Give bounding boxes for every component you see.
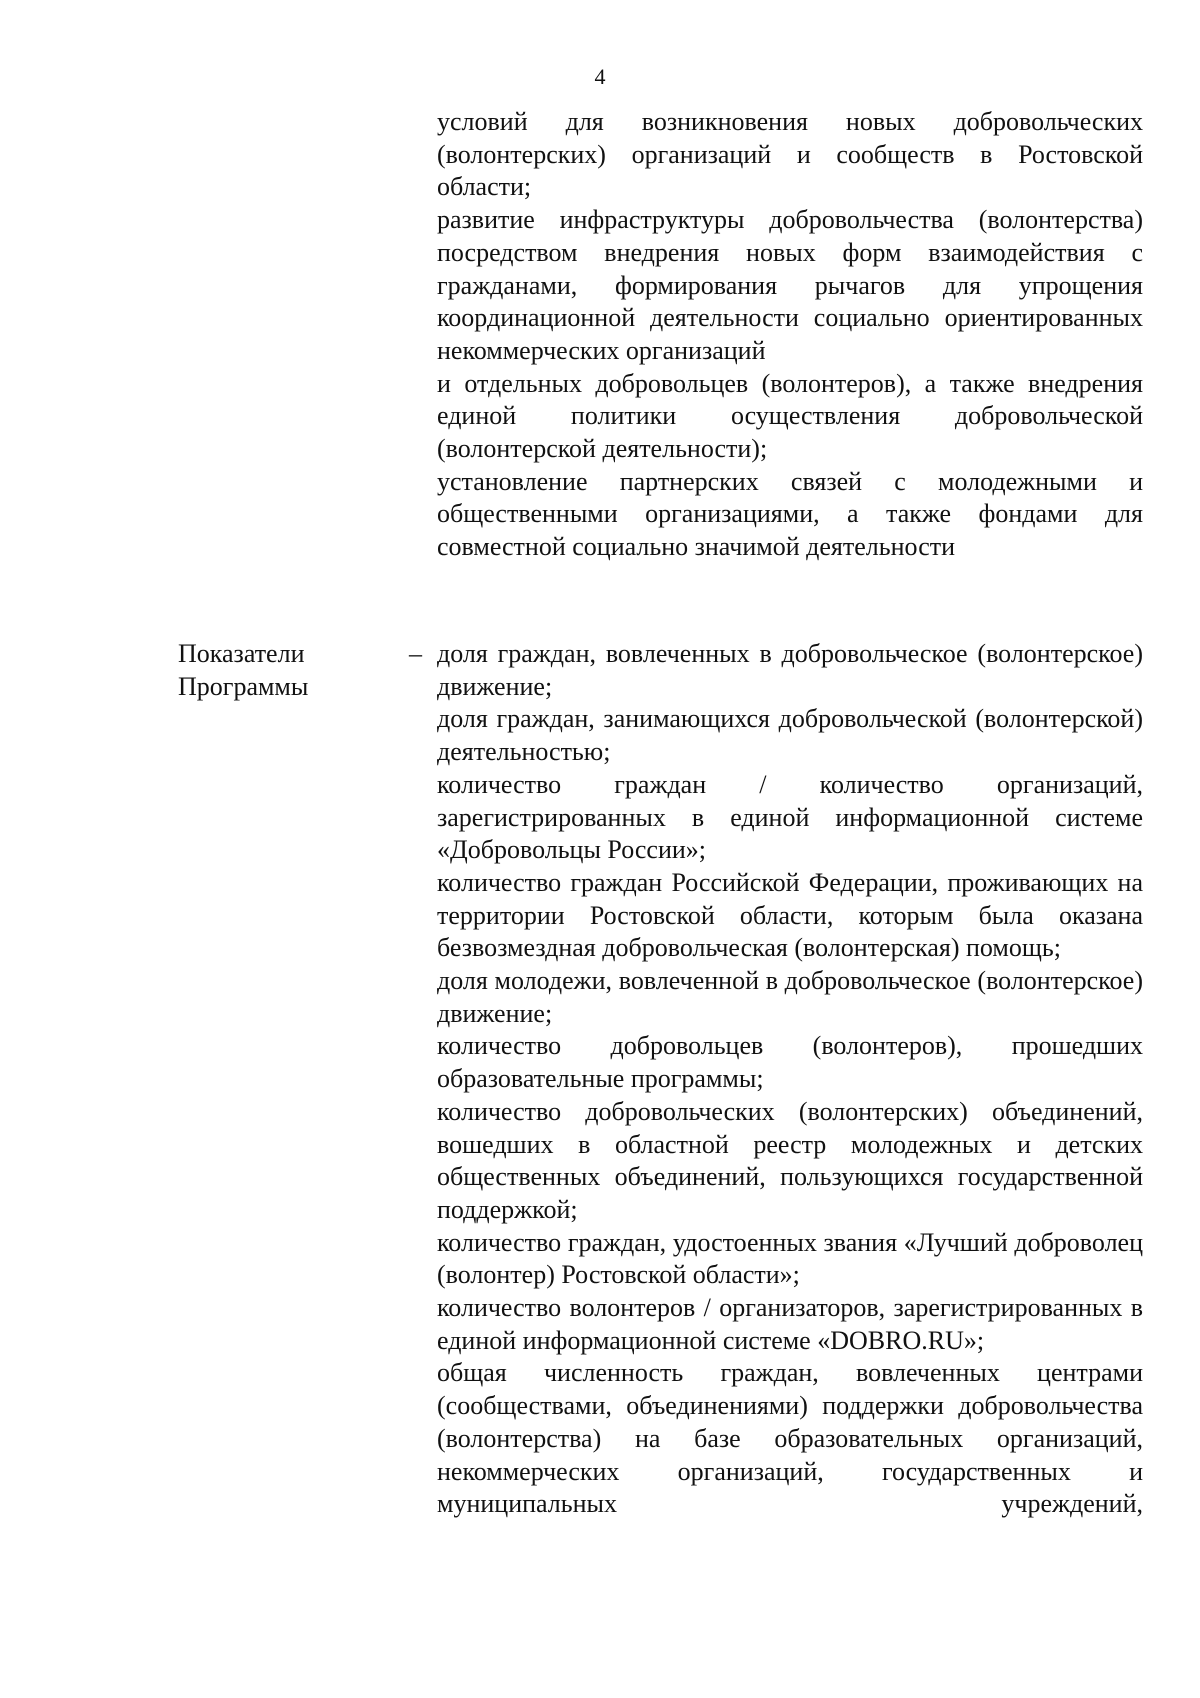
- indicators-label: [178, 638, 378, 703]
- indicator-item: количество граждан / количество организаций, зарегистрированных в единой информационной системе «Добровольцы России»;: [437, 769, 1143, 865]
- goals-paragraph: условий для возникновения новых добровольческих (волонтерских) организаций и сообществ в Ростовской области;: [437, 107, 1143, 202]
- indicator-item: количество волонтеров / организаторов, зарегистрированных в единой информационной системе «DOBRO.RU»;: [437, 1293, 1143, 1355]
- goals-continuation: [437, 106, 1143, 564]
- indicators-label-line2: Программы: [178, 671, 309, 701]
- indicator-item: доля граждан, вовлеченных в добровольческое (волонтерское) движение;: [437, 639, 1143, 701]
- indicator-item: количество добровольцев (волонтеров), прошедших образовательные программы;: [437, 1031, 1143, 1094]
- indicator-item: количество граждан Российской Федерации, проживающих на территории Ростовской области, которым была оказана безвозмездная добровольческая (волонтерская) помощь;: [437, 867, 1143, 963]
- indicator-item: общая численность граждан, вовлеченных центрами (сообществами, объединениями) поддержки добровольчества (волонтерства) на базе образовательных организаций, некоммерческих организаций, государственных и муниципальных учреждений,: [437, 1358, 1143, 1519]
- indicators-dash: –: [409, 639, 422, 668]
- indicator-item: доля граждан, занимающихся добровольческой (волонтерской) деятельностью;: [437, 704, 1143, 767]
- indicator-item: доля молодежи, вовлеченной в добровольческое (волонтерское) движение;: [437, 966, 1143, 1028]
- indicator-item: количество добровольческих (волонтерских) объединений, вошедших в областной реестр молодежных и детских общественных объединений, пользующихся государственной поддержкой;: [437, 1096, 1143, 1224]
- goals-paragraph: и отдельных добровольцев (волонтеров), а также внедрения единой политики осуществления добровольческой (волонтерской деятельности);: [437, 368, 1143, 464]
- page-number: 4: [594, 64, 606, 89]
- goals-paragraph: развитие инфраструктуры добровольчества (волонтерства) посредством внедрения новых форм взаимодействия с гражданами, формирования рычагов для упрощения координационной деятельности социально ориентированных некоммерческих организаций: [437, 205, 1143, 365]
- indicators-list: [437, 638, 1143, 1521]
- indicators-label-line1: Показатели: [178, 639, 305, 668]
- indicator-item: количество граждан, удостоенных звания «Лучший доброволец (волонтер) Ростовской области»;: [437, 1227, 1143, 1290]
- goals-paragraph: установление партнерских связей с молодежными и общественными организациями, а также фондами для совместной социально значимой деятельности: [437, 466, 1143, 562]
